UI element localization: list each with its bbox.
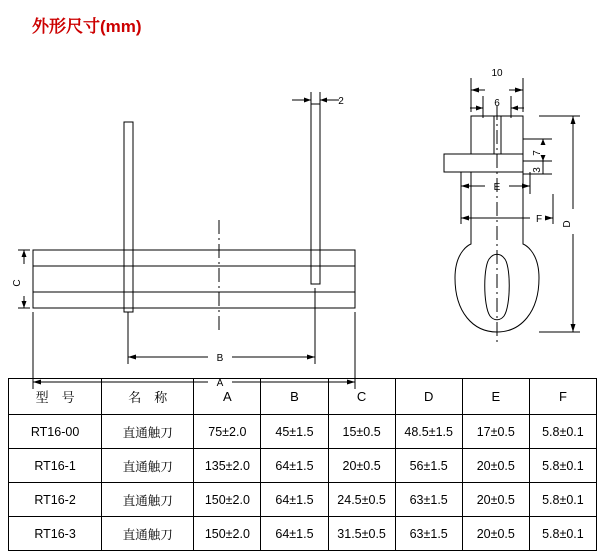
six-arrow-right <box>511 106 518 111</box>
cell-e: 20±0.5 <box>462 449 529 483</box>
cell-c: 15±0.5 <box>328 415 395 449</box>
cell-d: 63±1.5 <box>395 517 462 551</box>
cell-model: RT16-3 <box>9 517 102 551</box>
header-name: 名 称 <box>102 379 194 415</box>
cell-name: 直通触刀 <box>102 517 194 551</box>
cell-name: 直通触刀 <box>102 449 194 483</box>
cell-f: 5.8±0.1 <box>529 483 596 517</box>
ten-arrow-right <box>515 88 523 93</box>
right-tab <box>311 104 320 284</box>
d-arrow-bottom <box>571 324 576 332</box>
cell-d: 63±1.5 <box>395 483 462 517</box>
thickness-arrow-left <box>304 98 311 103</box>
label-thickness: 2 <box>338 96 344 107</box>
table-row <box>9 517 597 551</box>
b-arrow-right <box>307 355 315 360</box>
cell-b: 45±1.5 <box>261 415 328 449</box>
cell-f: 5.8±0.1 <box>529 449 596 483</box>
dimension-drawing <box>0 34 605 389</box>
cell-name: 直通触刀 <box>102 483 194 517</box>
label-e: E <box>493 182 501 193</box>
cell-a: 135±2.0 <box>194 449 261 483</box>
cell-f: 5.8±0.1 <box>529 415 596 449</box>
label-c: C <box>12 279 23 287</box>
cell-b: 64±1.5 <box>261 483 328 517</box>
header-e: E <box>462 379 529 415</box>
f-arrow-left <box>461 216 469 221</box>
table-row <box>9 483 597 517</box>
label-b: B <box>216 353 224 364</box>
thickness-arrow-right <box>320 98 327 103</box>
cell-c: 31.5±0.5 <box>328 517 395 551</box>
header-f: F <box>529 379 596 415</box>
header-a: A <box>194 379 261 415</box>
ten-arrow-left <box>471 88 479 93</box>
side-profile-outline <box>444 116 539 332</box>
label-six: 6 <box>494 98 500 109</box>
six-arrow-left <box>476 106 483 111</box>
table-row <box>9 449 597 483</box>
blade-body <box>33 250 355 308</box>
cell-b: 64±1.5 <box>261 517 328 551</box>
cell-e: 20±0.5 <box>462 517 529 551</box>
label-seven: 7 <box>532 150 543 156</box>
page-title: 外形尺寸(mm) <box>32 17 142 36</box>
header-c: C <box>328 379 395 415</box>
cell-c: 20±0.5 <box>328 449 395 483</box>
f-arrow-right <box>545 216 553 221</box>
cell-e: 20±0.5 <box>462 483 529 517</box>
b-arrow-left <box>128 355 136 360</box>
cell-model: RT16-00 <box>9 415 102 449</box>
e-arrow-right <box>522 184 530 189</box>
label-d: D <box>562 220 573 228</box>
d-arrow-top <box>571 116 576 124</box>
label-a: A <box>216 378 224 389</box>
drawing-svg <box>0 34 605 389</box>
c-arrow-bottom <box>22 301 27 308</box>
cell-name: 直通触刀 <box>102 415 194 449</box>
header-d: D <box>395 379 462 415</box>
cell-a: 75±2.0 <box>194 415 261 449</box>
e-arrow-left <box>461 184 469 189</box>
cell-e: 17±0.5 <box>462 415 529 449</box>
cell-d: 48.5±1.5 <box>395 415 462 449</box>
cell-d: 56±1.5 <box>395 449 462 483</box>
cell-f: 5.8±0.1 <box>529 517 596 551</box>
cell-c: 24.5±0.5 <box>328 483 395 517</box>
cell-model: RT16-1 <box>9 449 102 483</box>
label-f: F <box>535 214 543 225</box>
cell-a: 150±2.0 <box>194 517 261 551</box>
spec-table <box>8 378 597 551</box>
table-header-row <box>9 379 597 415</box>
cell-b: 64±1.5 <box>261 449 328 483</box>
label-three: 3 <box>532 167 543 173</box>
table-row <box>9 415 597 449</box>
header-model: 型 号 <box>9 379 102 415</box>
seven-arrow-top <box>541 139 546 145</box>
label-ten: 10 <box>491 68 503 79</box>
spec-table-container <box>8 378 597 551</box>
cell-model: RT16-2 <box>9 483 102 517</box>
left-tab <box>124 122 133 312</box>
header-b: B <box>261 379 328 415</box>
cell-a: 150±2.0 <box>194 483 261 517</box>
c-arrow-top <box>22 250 27 257</box>
